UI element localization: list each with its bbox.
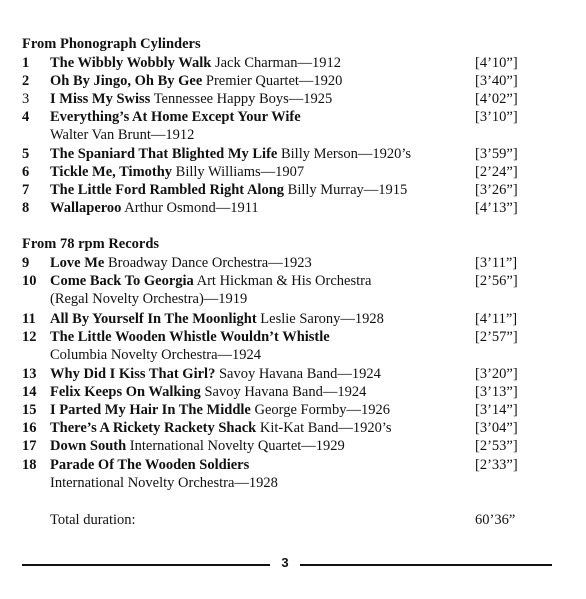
track-number: 15 [22,402,37,418]
track-duration: [4’11”] [475,311,518,327]
track-number: 1 [22,55,30,71]
track-row [0,108,586,126]
track-text [50,328,330,346]
track-number: 8 [22,200,30,216]
track-artist: Jack Charman—1912 [214,55,342,71]
track-duration: [4’10”] [475,55,518,71]
track-title: The Spaniard That Blighted My Life [50,146,278,162]
track-artist: Columbia Novelty Orchestra—1924 [50,347,262,363]
track-number: 16 [22,420,37,436]
track-title: The Little Ford Rambled Right Along [50,182,285,198]
track-number: 9 [22,255,30,271]
track-duration: [3’11”] [475,255,518,271]
track-artist: Premier Quartet—1920 [205,73,343,89]
track-text [50,401,390,419]
track-title: All By Yourself In The Moonlight [50,311,257,327]
track-number: 4 [22,109,30,125]
track-text [50,108,301,126]
track-title: Parade Of The Wooden Soldiers [50,457,250,473]
track-row [0,328,586,346]
track-number: 6 [22,164,30,180]
track-number: 2 [22,73,30,89]
track-row [0,199,586,217]
track-artist: Tennessee Happy Boys—1925 [153,91,333,107]
total-duration-value: 60’36” [475,512,516,528]
track-text [50,437,345,455]
track-row [0,419,586,437]
track-text [50,72,342,90]
track-duration: [2’53”] [475,438,518,454]
track-number: 18 [22,457,37,473]
track-artist: Billy Williams—1907 [175,164,305,180]
track-row [0,54,586,72]
track-number: 12 [22,329,37,345]
track-row [0,437,586,455]
track-duration: [4’13”] [475,200,518,216]
track-title: The Little Wooden Whistle Wouldn’t Whistle [50,329,330,345]
track-artist: Billy Murray—1915 [287,182,408,198]
track-artist: Walter Van Brunt—1912 [50,127,195,143]
track-number: 11 [22,311,36,327]
track-row [0,383,586,401]
track-title: I Parted My Hair In The Middle [50,402,251,418]
track-duration: [3’10”] [475,109,518,125]
track-text [50,163,304,181]
track-artist: Leslie Sarony—1928 [260,311,384,327]
track-text [50,181,407,199]
track-artist: International Novelty Orchestra—1928 [50,475,278,491]
track-duration: [4’02”] [475,91,518,107]
track-duration: [3’13”] [475,384,518,400]
track-title: Tickle Me, Timothy [50,164,173,180]
track-number: 13 [22,366,37,382]
track-title: Love Me [50,255,105,271]
track-row [0,254,586,272]
track-text [50,254,312,272]
track-duration: [3’40”] [475,73,518,89]
track-artist: Broadway Dance Orchestra—1923 [107,255,312,271]
track-row [0,163,586,181]
track-number: 3 [22,91,30,107]
track-duration: [2’33”] [475,457,518,473]
track-artist: Kit-Kat Band—1920’s [259,420,392,436]
track-row [0,272,586,290]
track-duration: [3’04”] [475,420,518,436]
section-title-78rpm: From 78 rpm Records [22,236,160,252]
track-number: 5 [22,146,30,162]
track-title: Come Back To Georgia [50,273,194,289]
track-text [50,199,259,217]
track-title: The Wibbly Wobbly Walk [50,55,212,71]
page-number: 3 [281,555,289,570]
track-artist: Billy Merson—1920’s [280,146,412,162]
track-continuation [0,290,586,308]
track-artist: George Formby—1926 [254,402,390,418]
section-title-cylinders: From Phonograph Cylinders [22,36,201,52]
track-row [0,365,586,383]
track-row [0,310,586,328]
footer-rule-right [300,564,552,566]
track-text [50,272,371,290]
footer-rule-left [22,564,270,566]
track-text [50,90,332,108]
track-artist: International Novelty Quartet—1929 [129,438,345,454]
track-text [50,310,384,328]
track-row [0,145,586,163]
track-row [0,401,586,419]
track-row [0,181,586,199]
track-title: Oh By Jingo, Oh By Gee [50,73,203,89]
track-number: 10 [22,273,37,289]
track-duration: [2’24”] [475,164,518,180]
track-title: Why Did I Kiss That Girl? [50,366,216,382]
track-title: Everything’s At Home Except Your Wife [50,109,301,125]
track-duration: [3’59”] [475,146,518,162]
track-text [50,145,411,163]
track-number: 17 [22,438,37,454]
track-row [0,90,586,108]
track-artist: Arthur Osmond—1911 [124,200,259,216]
track-continuation [0,346,586,364]
track-title: Wallaperoo [50,200,122,216]
track-text [50,365,381,383]
total-duration-label: Total duration: [50,512,136,528]
track-row [0,456,586,474]
track-title: Down South [50,438,127,454]
track-title: I Miss My Swiss [50,91,151,107]
track-row [0,72,586,90]
track-duration: [3’26”] [475,182,518,198]
track-artist: Art Hickman & His Orchestra [196,273,372,289]
track-artist-continued: (Regal Novelty Orchestra)—1919 [50,291,248,307]
track-artist: Savoy Havana Band—1924 [204,384,367,400]
track-number: 14 [22,384,37,400]
track-duration: [2’57”] [475,329,518,345]
track-text [50,383,366,401]
track-text [50,419,392,437]
track-title: There’s A Rickety Rackety Shack [50,420,257,436]
track-text [50,54,341,72]
track-continuation [0,474,586,492]
track-text [50,456,249,474]
track-duration: [2’56”] [475,273,518,289]
track-duration: [3’20”] [475,366,518,382]
track-title: Felix Keeps On Walking [50,384,201,400]
track-number: 7 [22,182,30,198]
track-continuation [0,126,586,144]
track-duration: [3’14”] [475,402,518,418]
track-artist: Savoy Havana Band—1924 [218,366,381,382]
